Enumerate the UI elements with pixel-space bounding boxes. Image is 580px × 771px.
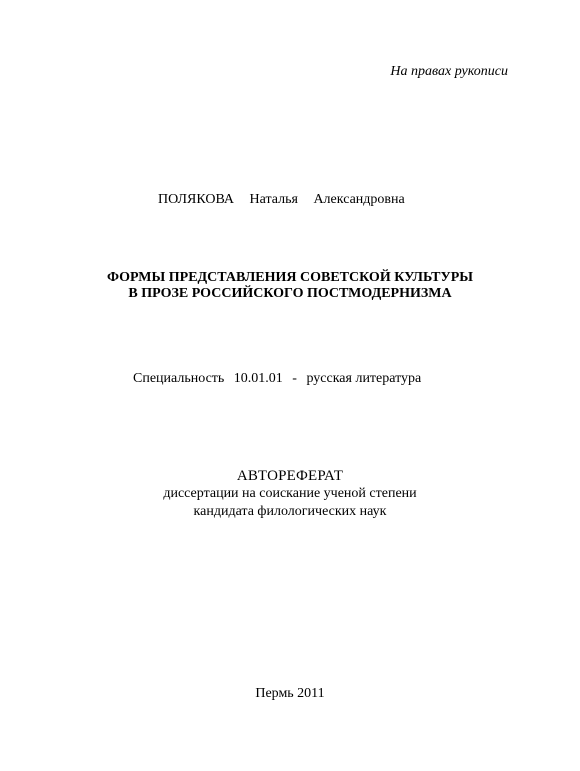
specialty-code: 10.01.01 xyxy=(233,371,283,386)
author-surname: ПОЛЯКОВА xyxy=(158,192,235,207)
dissertation-title xyxy=(0,270,580,302)
abstract-line-1: диссертации на соискание ученой степени xyxy=(163,486,417,501)
author-name xyxy=(158,192,405,208)
title-line-1: ФОРМЫ ПРЕДСТАВЛЕНИЯ СОВЕТСКОЙ КУЛЬТУРЫ xyxy=(106,270,474,285)
abstract-heading: АВТОРЕФЕРАТ xyxy=(236,468,344,484)
abstract-block xyxy=(0,467,580,521)
author-patronymic: Александровна xyxy=(313,192,405,207)
specialty-name: русская литература xyxy=(306,371,422,386)
abstract-line-2: кандидата филологических наук xyxy=(193,504,387,519)
rights-note: На правах рукописи xyxy=(390,64,508,79)
specialty-label: Специальность xyxy=(133,371,225,386)
author-first-name: Наталья xyxy=(249,192,298,207)
title-line-2: В ПРОЗЕ РОССИЙСКОГО ПОСТМОДЕРНИЗМА xyxy=(128,286,452,301)
specialty-line xyxy=(133,371,427,387)
specialty-dash: - xyxy=(292,371,297,386)
place-year: Пермь 2011 xyxy=(255,686,325,701)
